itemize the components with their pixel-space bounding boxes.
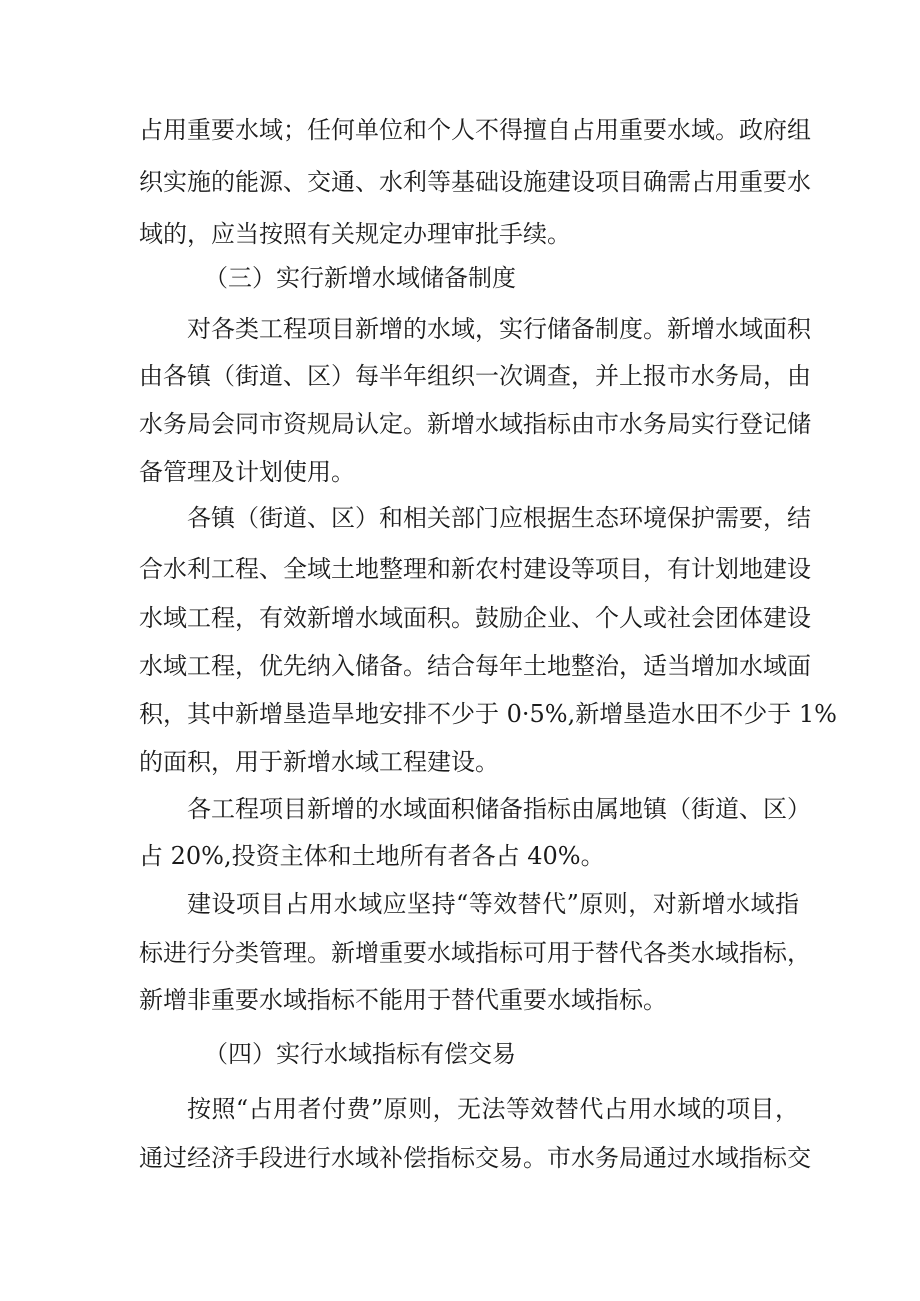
text-line: 合水利工程、全域土地整理和新农村建设等项目，有计划地建设 (139, 555, 811, 583)
text-line: 按照“占用者付费”原则，无法等效替代占用水域的项目， (187, 1095, 799, 1123)
text-line: 建设项目占用水域应坚持“等效替代”原则，对新增水域指 (187, 890, 799, 918)
text-line: 水务局会同市资规局认定。新增水域指标由市水务局实行登记储 (139, 410, 811, 438)
text-line: 水域工程，优先纳入储备。结合每年土地整治，适当增加水域面 (139, 652, 811, 680)
text-line: 织实施的能源、交通、水利等基础设施建设项目确需占用重要水 (139, 168, 811, 196)
text-line: 占 20%,投资主体和土地所有者各占 40%。 (139, 842, 605, 870)
text-line: 的面积，用于新增水域工程建设。 (139, 748, 499, 776)
section-heading: （三）实行新增水域储备制度 (204, 264, 516, 292)
section-heading: （四）实行水域指标有偿交易 (204, 1040, 516, 1068)
text-line: 通过经济手段进行水域补偿指标交易。市水务局通过水域指标交 (139, 1144, 811, 1172)
text-line: 对各类工程项目新增的水域，实行储备制度。新增水域面积 (187, 315, 811, 343)
text-line: 占用重要水域；任何单位和个人不得擅自占用重要水域。政府组 (139, 116, 811, 144)
text-line: 各镇（街道、区）和相关部门应根据生态环境保护需要，结 (187, 504, 811, 532)
text-line: 新增非重要水域指标不能用于替代重要水域指标。 (139, 986, 667, 1014)
text-line: 积，其中新增垦造旱地安排不少于 0·5%,新增垦造水田不少于 1% (139, 700, 837, 728)
text-line: 标进行分类管理。新增重要水域指标可用于替代各类水域指标， (139, 939, 811, 967)
text-line: 各工程项目新增的水域面积储备指标由属地镇（街道、区） (187, 795, 811, 823)
text-line: 备管理及计划使用。 (139, 458, 355, 486)
text-line: 水域工程，有效新增水域面积。鼓励企业、个人或社会团体建设 (139, 604, 811, 632)
text-line: 域的，应当按照有关规定办理审批手续。 (139, 220, 571, 248)
text-line: 由各镇（街道、区）每半年组织一次调查，并上报市水务局，由 (139, 362, 811, 390)
